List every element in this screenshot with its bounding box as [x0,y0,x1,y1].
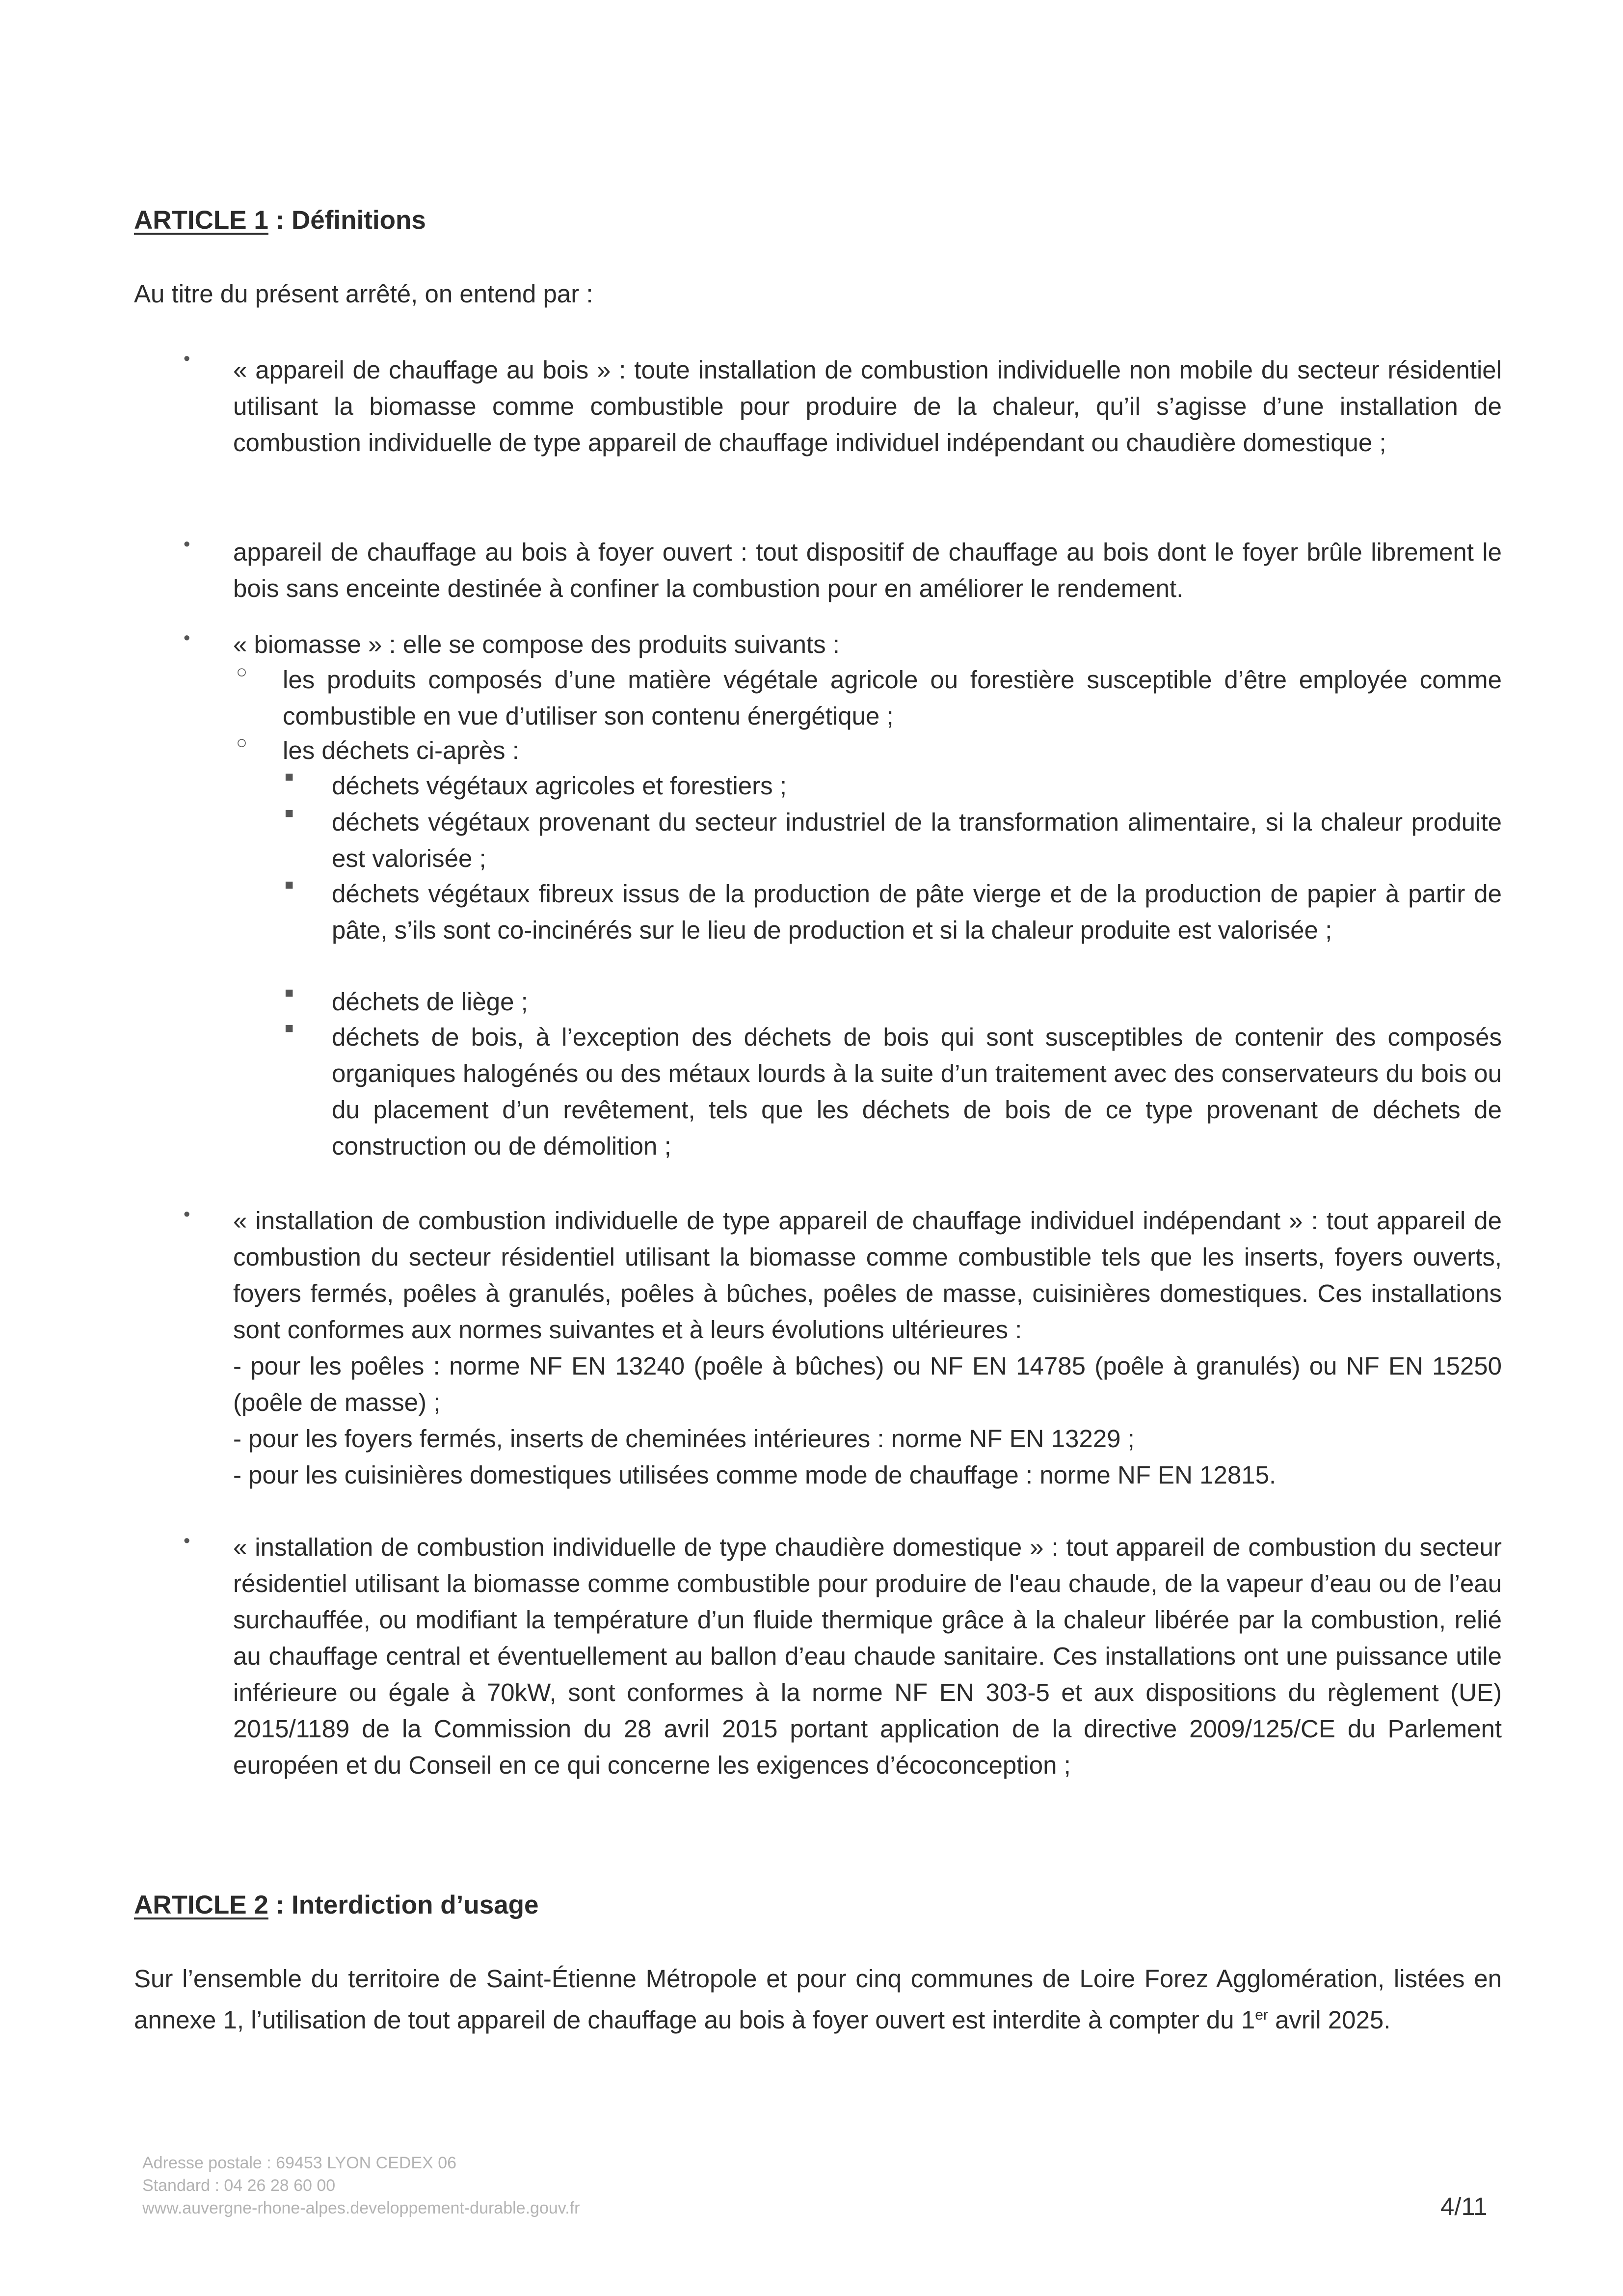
bullet-disc: • [184,1531,190,1551]
ordinal-superscript: er [1255,2007,1268,2023]
intro-text: Au titre du présent arrêté, on entend par : [134,280,593,308]
definition-biomass: « biomasse » : elle se compose des produits suivants : [233,630,840,658]
waste-item: déchets végétaux fibreux issus de la production de pâte vierge et de la production de papier à partir de pâte, s’ils sont co-incinérés sur le lieu de production et si la chaleur produite est valorisée ; [332,880,1502,944]
bullet-disc: • [184,349,190,369]
biomass-waste: les déchets ci-après : [283,736,519,764]
waste-item: déchets de liège ; [332,988,528,1016]
bullet-square: ■ [285,1020,294,1036]
definition-domestic-boiler: « installation de combustion individuelle de type chaudière domestique » : tout appareil de combustion du secteur résidentiel utilisant la biomasse comme combustible pour produire de l'eau chaude, de la vapeur d’eau ou de l’eau surchauffée, ou modifiant la température d’un fluide thermique grâce à la chaleur libérée par la combustion, relié au chauffage central et éventuellement au ballon d’eau chaude sanitaire. Ces installations ont une puissance utile inférieure ou égale à 70kW, sont conformes à la norme NF EN 303-5 et aux dispositions du règlement (UE) 2015/1189 de la Commission du 28 avril 2015 portant application de la directive 2009/125/CE du Parlement européen et du Conseil en ce qui concerne les exigences d’écoconception ; [233,1533,1502,1779]
bullet-square: ■ [285,805,294,821]
article-2-date: avril 2025. [1275,2006,1391,2034]
bullet-disc: • [184,534,190,555]
article-2-body: Sur l’ensemble du territoire de Saint-Étienne Métropole et pour cinq communes de Loire Forez Agglomération, listées en annexe 1, l’utilisation de tout appareil de chauffage au bois à foyer ouvert est interdite à compter du 1 [134,1965,1502,2034]
footer-contact [142,2152,580,2219]
article-1-separator: : [268,206,292,235]
independent-heater-text: « installation de combustion individuelle de type appareil de chauffage individuel indépendant » : tout appareil de combustion du secteur résidentiel utilisant la biomasse comme combustible tels que les inserts, foyers ouverts, foyers fermés, poêles à granulés, poêles à bûches, poêles de masse, cuisinières domestiques. Ces installations sont conformes aux normes suivantes et à leurs évolutions ultérieures : [233,1207,1502,1344]
footer-website: www.auvergne-rhone-alpes.developpement-durable.gouv.fr [142,2199,580,2217]
article-2-separator: : [268,1891,292,1919]
footer-address: Adresse postale : 69453 LYON CEDEX 06 [142,2154,457,2172]
waste-item: déchets de bois, à l’exception des déchets de bois qui sont susceptibles de contenir des composés organiques halogénés ou des métaux lourds à la suite d’un traitement avec des conservateurs du bois ou du placement d’un revêtement, tels que les déchets de bois de ce type provenant de déchets de construction ou de démolition ; [332,1023,1502,1160]
waste-item: déchets végétaux provenant du secteur industriel de la transformation alimentaire, si la chaleur produite est valorisée ; [332,808,1502,872]
bullet-square: ■ [285,877,294,893]
article-2-title: Interdiction d’usage [291,1891,539,1919]
article-2-label: ARTICLE 2 [134,1891,268,1919]
definition-open-hearth: appareil de chauffage au bois à foyer ouvert : tout dispositif de chauffage au bois dont le foyer brûle librement le bois sans enceinte destinée à confiner la combustion pour en améliorer le rendement. [233,538,1502,602]
norm-line: - pour les foyers fermés, inserts de cheminées intérieures : norme NF EN 13229 ; [233,1425,1135,1453]
bullet-disc: • [184,1204,190,1225]
article-1-heading [134,205,426,235]
article-2-text [134,1961,1502,2038]
bullet-disc: • [184,628,190,648]
footer-phone: Standard : 04 26 28 60 00 [142,2176,336,2195]
article-2-heading [134,1890,539,1920]
article-1-label: ARTICLE 1 [134,206,268,235]
biomass-plant-products: les produits composés d’une matière végétale agricole ou forestière susceptible d’être employée comme combustible en vue d’utiliser son contenu énergétique ; [283,666,1502,730]
bullet-circle: ○ [236,662,247,682]
bullet-square: ■ [285,985,294,1001]
definition-independent-heater [233,1203,1502,1493]
norm-line: - pour les cuisinières domestiques utilisées comme mode de chauffage : norme NF EN 12815. [233,1461,1277,1489]
waste-item: déchets végétaux agricoles et forestiers ; [332,772,787,800]
norm-line: - pour les poêles : norme NF EN 13240 (poêle à bûches) ou NF EN 14785 (poêle à granulés) ou NF EN 15250 (poêle de masse) ; [233,1352,1502,1416]
article-1-title: Définitions [291,206,426,235]
bullet-circle: ○ [236,732,247,753]
page-number: 4/11 [1440,2192,1488,2220]
bullet-square: ■ [285,769,294,785]
definition-wood-heater: « appareil de chauffage au bois » : toute installation de combustion individuelle non mobile du secteur résidentiel utilisant la biomasse comme combustible pour produire de la chaleur, qu’il s’agisse d’une installation de combustion individuelle de type appareil de chauffage individuel indépendant ou chaudière domestique ; [233,356,1502,457]
